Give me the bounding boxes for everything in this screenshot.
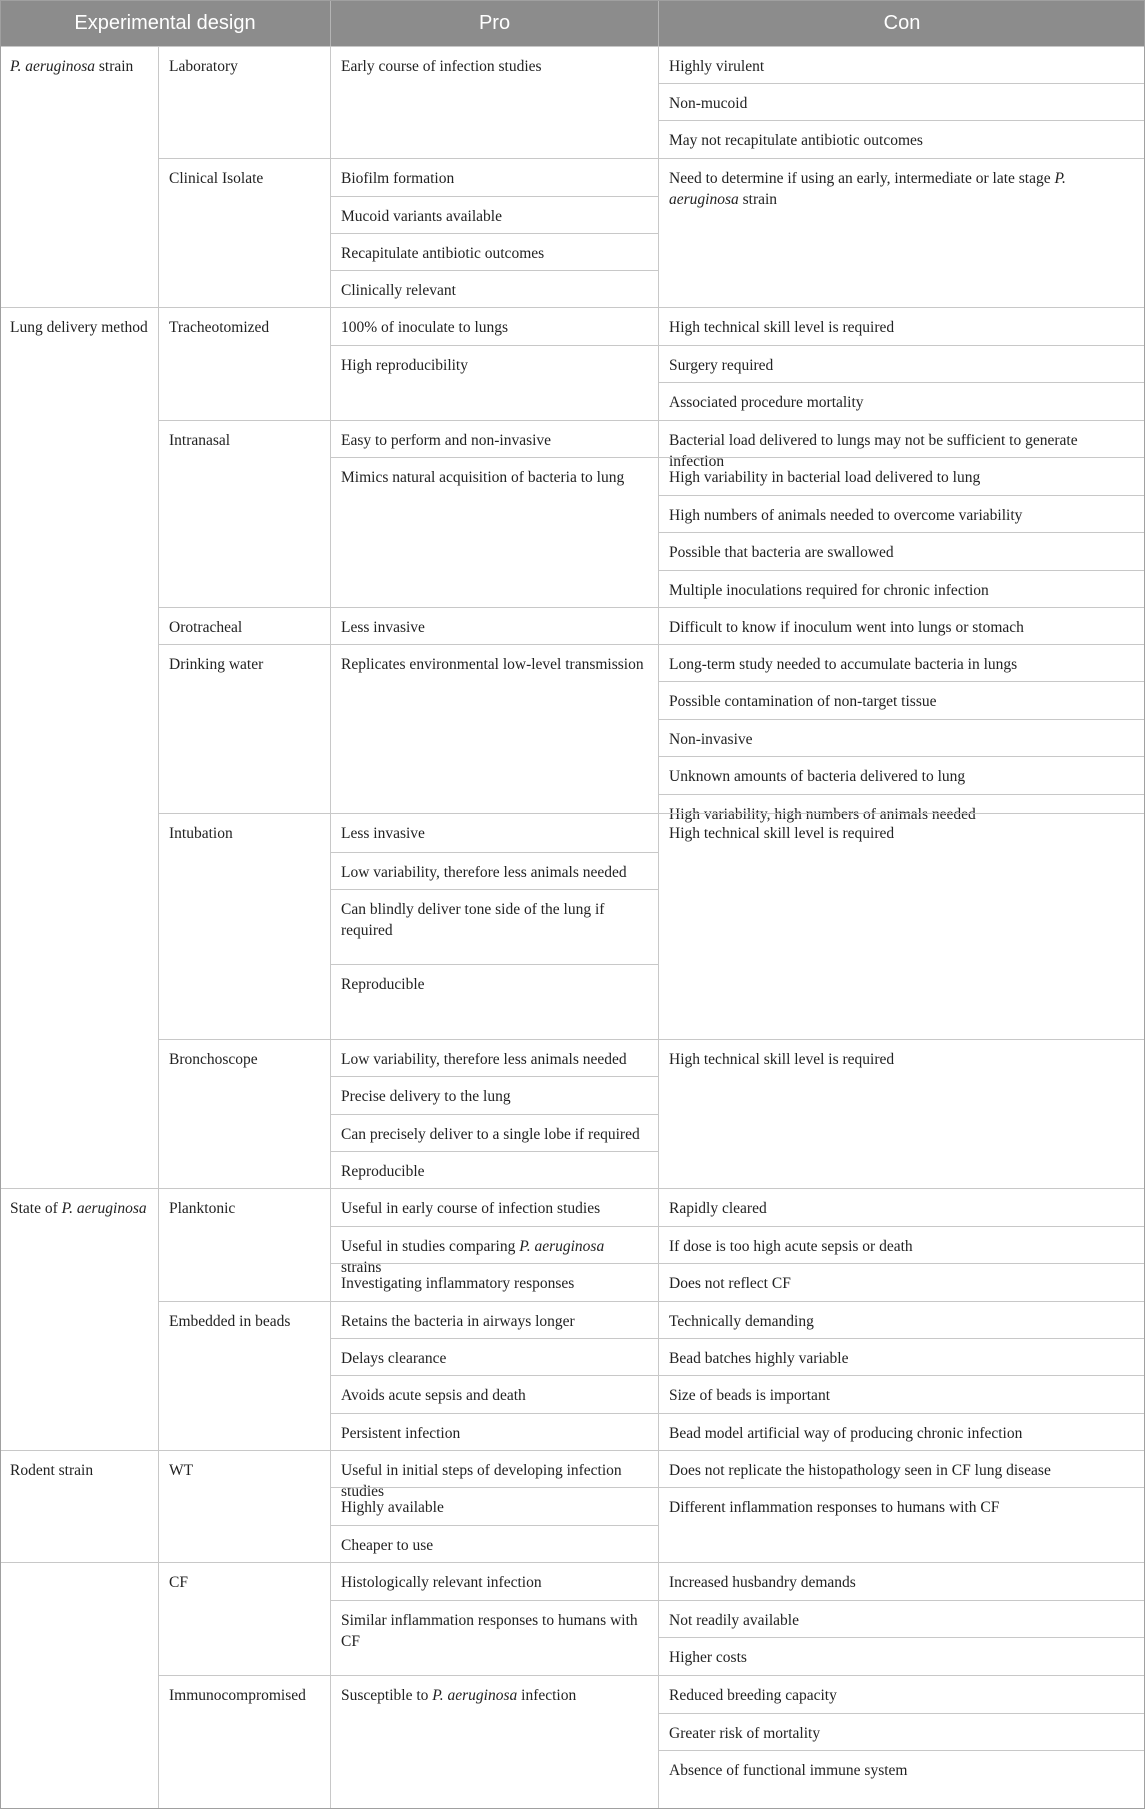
- pro-cell: Cheaper to use: [330, 1525, 658, 1563]
- group-rodent-strain: Rodent strain: [0, 1450, 158, 1563]
- pro-cell: Highly available: [330, 1487, 658, 1526]
- con-cell: Bead model artificial way of producing chronic infection: [658, 1413, 1145, 1451]
- pro-cell: Low variability, therefore less animals needed: [330, 852, 658, 890]
- con-cell: Multiple inoculations required for chronic infection: [658, 570, 1145, 608]
- con-cell: Unknown amounts of bacteria delivered to lung: [658, 756, 1145, 795]
- con-cell: Technically demanding: [658, 1301, 1145, 1339]
- con-cell: If dose is too high acute sepsis or death: [658, 1226, 1145, 1264]
- pro-cell: Avoids acute sepsis and death: [330, 1375, 658, 1414]
- header-pro: Pro: [330, 0, 658, 46]
- con-cell: Highly virulent: [658, 46, 1145, 84]
- species-name: P. aeruginosa: [432, 1687, 518, 1704]
- species-name: P. aeruginosa: [61, 1200, 147, 1217]
- con-cell: Long-term study needed to accumulate bacteria in lungs: [658, 644, 1145, 682]
- pro-cell: Easy to perform and non-invasive: [330, 420, 658, 458]
- subgroup-embedded-in-beads: Embedded in beads: [158, 1301, 330, 1451]
- subgroup-tracheotomized: Tracheotomized: [158, 307, 330, 421]
- species-name: P. aeruginosa: [10, 58, 95, 75]
- con-cell: Need to determine if using an early, intermediate or late stage P. aeruginosa strain: [658, 158, 1145, 308]
- pro-cell: Useful in initial steps of developing infection studies: [330, 1450, 658, 1488]
- subgroup-planktonic: Planktonic: [158, 1188, 330, 1302]
- pro-cell: Replicates environmental low-level transmission: [330, 644, 658, 814]
- pro-cell: Clinically relevant: [330, 270, 658, 308]
- con-cell: High variability in bacterial load delivered to lung: [658, 457, 1145, 496]
- subgroup-intranasal: Intranasal: [158, 420, 330, 608]
- pro-cell: Biofilm formation: [330, 158, 658, 197]
- subgroup-orotracheal: Orotracheal: [158, 607, 330, 645]
- con-cell: Bacterial load delivered to lungs may not be sufficient to generate infection: [658, 420, 1145, 458]
- con-cell: Bead batches highly variable: [658, 1338, 1145, 1376]
- pro-cell: Less invasive: [330, 607, 658, 645]
- pro-cell: Reproducible: [330, 964, 658, 1040]
- subgroup-intubation: Intubation: [158, 813, 330, 1040]
- subgroup-drinking-water: Drinking water: [158, 644, 330, 814]
- con-cell: Absence of functional immune system: [658, 1750, 1145, 1809]
- con-cell: Greater risk of mortality: [658, 1713, 1145, 1751]
- subgroup-laboratory: Laboratory: [158, 46, 330, 159]
- con-cell: Surgery required: [658, 345, 1145, 383]
- group-p-aeruginosa-strain: P. aeruginosa strain: [0, 46, 158, 308]
- header-con: Con: [658, 0, 1145, 46]
- con-cell: Size of beads is important: [658, 1375, 1145, 1414]
- pro-cell: Retains the bacteria in airways longer: [330, 1301, 658, 1339]
- species-name: P. aeruginosa: [519, 1238, 605, 1255]
- con-cell: Rapidly cleared: [658, 1188, 1145, 1227]
- pro-cell: Histologically relevant infection: [330, 1562, 658, 1601]
- pro-cell: Investigating inflammatory responses: [330, 1263, 658, 1302]
- con-cell: Non-mucoid: [658, 83, 1145, 121]
- pro-cell: High reproducibility: [330, 345, 658, 421]
- con-cell: Does not replicate the histopathology seen in CF lung disease: [658, 1450, 1145, 1488]
- pro-cell: Mimics natural acquisition of bacteria to lung: [330, 457, 658, 608]
- con-cell: High technical skill level is required: [658, 1039, 1145, 1189]
- pro-cell: Can precisely deliver to a single lobe if required: [330, 1114, 658, 1152]
- pro-cell: Susceptible to P. aeruginosa infection: [330, 1675, 658, 1809]
- species-name: P. aeruginosa: [669, 170, 1066, 208]
- group-empty: [0, 1562, 158, 1809]
- pro-cell: Precise delivery to the lung: [330, 1076, 658, 1115]
- con-cell: Increased husbandry demands: [658, 1562, 1145, 1601]
- pro-cell: Mucoid variants available: [330, 196, 658, 234]
- pro-cell: Recapitulate antibiotic outcomes: [330, 233, 658, 271]
- pro-cell: Useful in studies comparing P. aeruginosa strains: [330, 1226, 658, 1264]
- con-cell: Associated procedure mortality: [658, 382, 1145, 421]
- con-cell: Reduced breeding capacity: [658, 1675, 1145, 1714]
- con-cell: Not readily available: [658, 1600, 1145, 1638]
- pro-cell: Less invasive: [330, 813, 658, 853]
- subgroup-immunocompromised: Immunocompromised: [158, 1675, 330, 1809]
- con-cell: Difficult to know if inoculum went into lungs or stomach: [658, 607, 1145, 645]
- pro-cell: Early course of infection studies: [330, 46, 658, 159]
- con-cell: Does not reflect CF: [658, 1263, 1145, 1302]
- con-cell: Possible that bacteria are swallowed: [658, 532, 1145, 571]
- con-cell: Different inflammation responses to humans with CF: [658, 1487, 1145, 1563]
- subgroup-wt: WT: [158, 1450, 330, 1563]
- con-cell: High technical skill level is required: [658, 813, 1145, 1040]
- con-cell: High technical skill level is required: [658, 307, 1145, 346]
- pro-cell: Reproducible: [330, 1151, 658, 1189]
- con-cell: Non-invasive: [658, 719, 1145, 757]
- con-cell: High numbers of animals needed to overcome variability: [658, 495, 1145, 533]
- header-experimental-design: Experimental design: [0, 0, 330, 46]
- group-state-of-p-aeruginosa: State of P. aeruginosa: [0, 1188, 158, 1451]
- con-cell: High variability, high numbers of animals needed: [658, 794, 1145, 814]
- subgroup-bronchoscope: Bronchoscope: [158, 1039, 330, 1189]
- con-cell: Higher costs: [658, 1637, 1145, 1676]
- pro-cell: 100% of inoculate to lungs: [330, 307, 658, 346]
- pro-cell: Low variability, therefore less animals needed: [330, 1039, 658, 1077]
- pro-cell: Delays clearance: [330, 1338, 658, 1376]
- con-cell: Possible contamination of non-target tissue: [658, 681, 1145, 720]
- pro-cell: Similar inflammation responses to humans with CF: [330, 1600, 658, 1676]
- con-cell: May not recapitulate antibiotic outcomes: [658, 120, 1145, 159]
- group-lung-delivery-method: Lung delivery method: [0, 307, 158, 1189]
- pro-cell: Can blindly deliver tone side of the lung if required: [330, 889, 658, 965]
- pro-cell: Persistent infection: [330, 1413, 658, 1451]
- subgroup-cf: CF: [158, 1562, 330, 1676]
- subgroup-clinical-isolate: Clinical Isolate: [158, 158, 330, 308]
- pro-cell: Useful in early course of infection studies: [330, 1188, 658, 1227]
